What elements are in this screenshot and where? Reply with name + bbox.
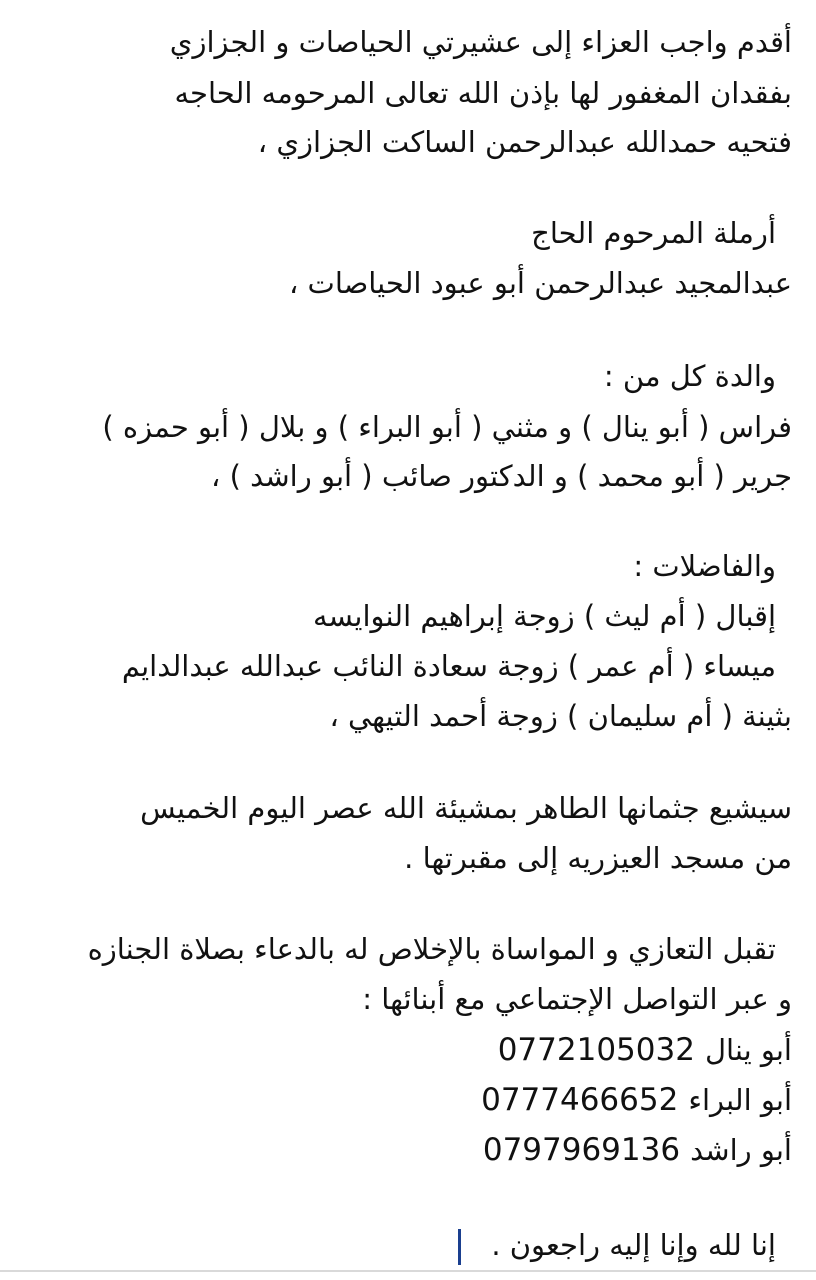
contact-name: أبو البراء [688, 1083, 792, 1117]
notice-line: فراس ( أبو ينال ) و مثني ( أبو البراء ) و بلال ( أبو حمزه ) [102, 410, 792, 444]
notice-line: تقبل التعازي و المواساة بالإخلاص له بالدعاء بصلاة الجنازه [87, 932, 776, 966]
notice-line: سيشيع جثمانها الطاهر بمشيئة الله عصر اليوم الخميس [140, 791, 792, 825]
closing-text: إنا لله وإنا إليه راجعون . [491, 1228, 776, 1262]
contact-row [498, 1030, 792, 1070]
notice-line: بفقدان المغفور لها بإذن الله تعالى المرحومه الحاجه [174, 76, 792, 110]
contact-phone[interactable]: 0777466652 [481, 1082, 679, 1118]
notice-line: بثينة ( أم سليمان ) زوجة أحمد التيهي ، [329, 699, 792, 733]
contact-phone[interactable]: 0772105032 [497, 1032, 695, 1068]
notice-line: ميساء ( أم عمر ) زوجة سعادة النائب عبدالله عبدالدايم [121, 649, 776, 683]
notice-line: أقدم واجب العزاء إلى عشيرتي الحياصات و الجزازي [169, 25, 792, 59]
notice-line: عبدالمجيد عبدالرحمن أبو عبود الحياصات ، [288, 266, 792, 300]
notice-line: و عبر التواصل الإجتماعي مع أبنائها : [362, 982, 792, 1016]
closing-line[interactable] [458, 1225, 776, 1265]
notice-line: والدة كل من : [603, 359, 776, 393]
contact-name: أبو ينال [704, 1033, 792, 1067]
notice-line: جرير ( أبو محمد ) و الدكتور صائب ( أبو راشد ) ، [211, 459, 792, 493]
notice-line: والفاضلات : [633, 549, 776, 583]
notice-line: أرملة المرحوم الحاج [531, 216, 776, 250]
bottom-divider [0, 1270, 816, 1272]
contact-row [483, 1130, 792, 1170]
notice-line: فتحيه حمدالله عبدالرحمن الساكت الجزازي ، [257, 125, 792, 159]
contact-phone[interactable]: 0797969136 [482, 1132, 681, 1168]
text-cursor-icon [458, 1229, 461, 1265]
contact-row [481, 1080, 792, 1120]
notice-line: من مسجد العيزريه إلى مقبرتها . [404, 841, 792, 875]
contact-name: أبو راشد [690, 1133, 792, 1167]
notice-line: إقبال ( أم ليث ) زوجة إبراهيم النوايسه [313, 599, 776, 633]
